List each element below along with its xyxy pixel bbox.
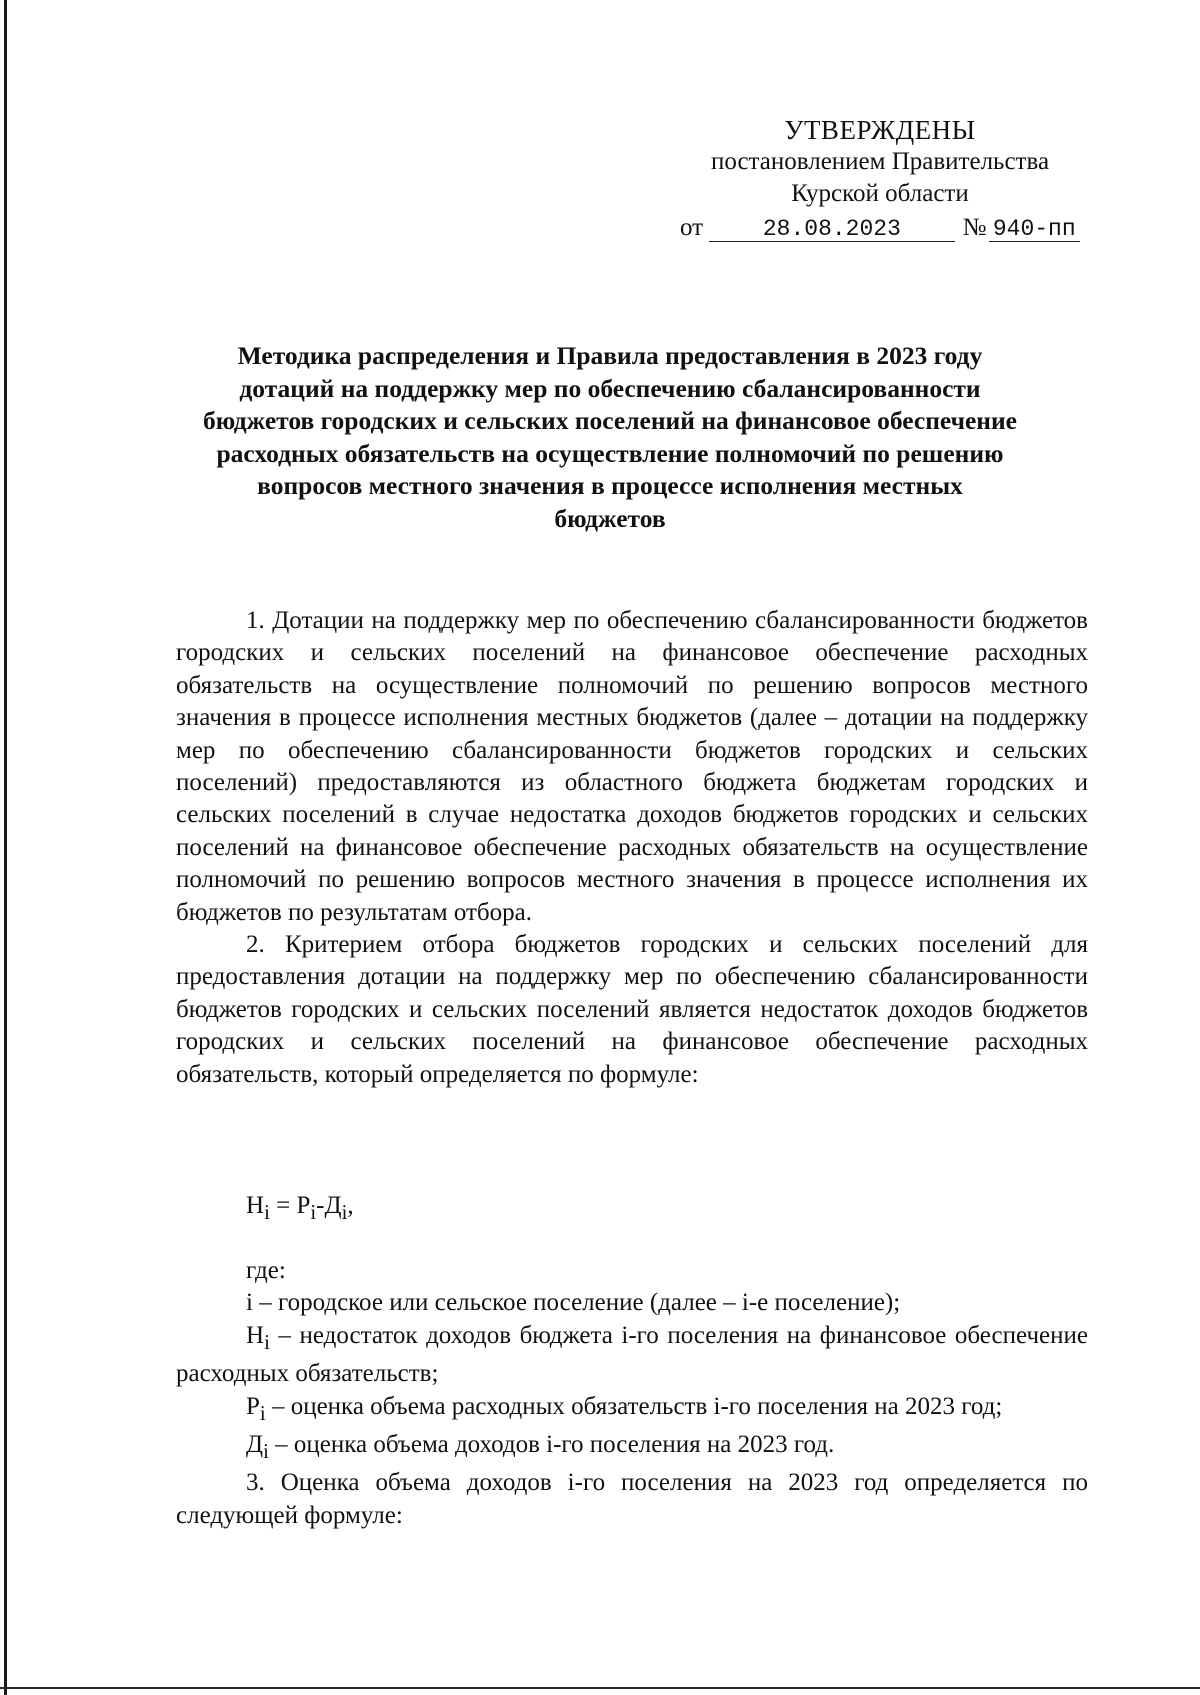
definition-i: i – городское или сельское поселение (далее – i-е поселение);: [246, 1289, 901, 1317]
scan-edge-bottom: [0, 1687, 1200, 1689]
definition-d-sub: i: [263, 1439, 269, 1464]
definition-d: [176, 1429, 1088, 1467]
scan-edge-left: [4, 0, 7, 1695]
where-label: где:: [246, 1257, 286, 1284]
title-line-4: расходных обязательств на осуществление полномочий по решению: [216, 438, 1004, 468]
formula-d-sub: i: [341, 1200, 348, 1224]
title-line-6: бюджетов: [554, 503, 666, 533]
title-line-2: дотаций на поддержку мер по обеспечению сбалансированности: [239, 373, 981, 403]
paragraph-3: 3. Оценка объема доходов i-го поселения на 2023 год определяется по следующей формуле:: [176, 1469, 1088, 1529]
document-body: [176, 605, 1088, 1091]
formula-r: Р: [296, 1192, 311, 1219]
definition-d-symbol: Д: [246, 1431, 264, 1459]
definition-r-sub: i: [259, 1400, 266, 1425]
formula-minus: -: [316, 1192, 325, 1219]
from-label: от: [680, 214, 704, 241]
document-title: [150, 340, 1070, 535]
formula-h: Н: [246, 1192, 265, 1219]
formula-eq: =: [269, 1192, 297, 1219]
paragraph-1: 1. Дотации на поддержку мер по обеспечению сбалансированности бюджетов городских и сельских поселений на финансовое обеспечение расходных обязательств на осуществление полномочий по решению вопросов местного значения в процессе исполнения местных бюджетов (далее – дотации на поддержку мер по обеспечению сбалансированности бюджетов городских и сельских поселений) предоставляются из областного бюджета бюджетам городских и сельских поселений в случае недостатка доходов бюджетов городских и сельских поселений на финансовое обеспечение расходных обязательств на осуществление полномочий по решению вопросов местного значения в процессе исполнения их бюджетов по результатам отбора.: [176, 607, 1088, 926]
formula-r-sub: i: [310, 1200, 317, 1224]
formula-deficit: [246, 1190, 354, 1228]
approval-line-2: Курской области: [791, 180, 969, 207]
approval-dateline: [680, 212, 1080, 244]
title-line-3: бюджетов городских и сельских поселений на финансовое обеспечение: [203, 406, 1017, 435]
definition-h-symbol: Н: [246, 1321, 265, 1349]
title-line-1: Методика распределения и Правила предоставления в 2023 году: [237, 341, 983, 370]
title-line-5: вопросов местного значения в процессе исполнения местных: [257, 471, 963, 500]
definition-h-sub: i: [264, 1329, 270, 1354]
definition-h-text: – недостаток доходов бюджета i-го поселения на финансовое обеспечение расходных обязательств;: [176, 1321, 1088, 1388]
definition-r: [176, 1391, 1088, 1429]
approval-block: [680, 114, 1080, 244]
number-label: №: [962, 214, 987, 241]
paragraph-2: 2. Критерием отбора бюджетов городских и сельских поселений для предоставления дотации на поддержку мер по обеспечению сбалансированности бюджетов городских и сельских поселений является недостаток доходов бюджетов городских и сельских поселений на финансовое обеспечение расходных обязательств, который определяется по формуле:: [176, 931, 1088, 1088]
definition-r-text: – оценка объема расходных обязательств i-го поселения на 2023 год;: [265, 1392, 1003, 1420]
definition-h: [176, 1320, 1088, 1391]
definition-r-symbol: Р: [246, 1392, 260, 1420]
approval-number: 940-пп: [989, 217, 1080, 242]
approval-title: УТВЕРЖДЕНЫ: [784, 115, 976, 145]
definition-d-text: – оценка объема доходов i-го поселения на 2023 год.: [268, 1431, 835, 1459]
formula-d: Д: [324, 1192, 342, 1219]
formula-h-sub: i: [264, 1200, 270, 1224]
approval-line-1: постановлением Правительства: [710, 148, 1050, 175]
approval-date: 28.08.2023: [709, 217, 955, 242]
formula-definitions: [176, 1255, 1088, 1532]
formula-tail: ,: [347, 1192, 354, 1219]
